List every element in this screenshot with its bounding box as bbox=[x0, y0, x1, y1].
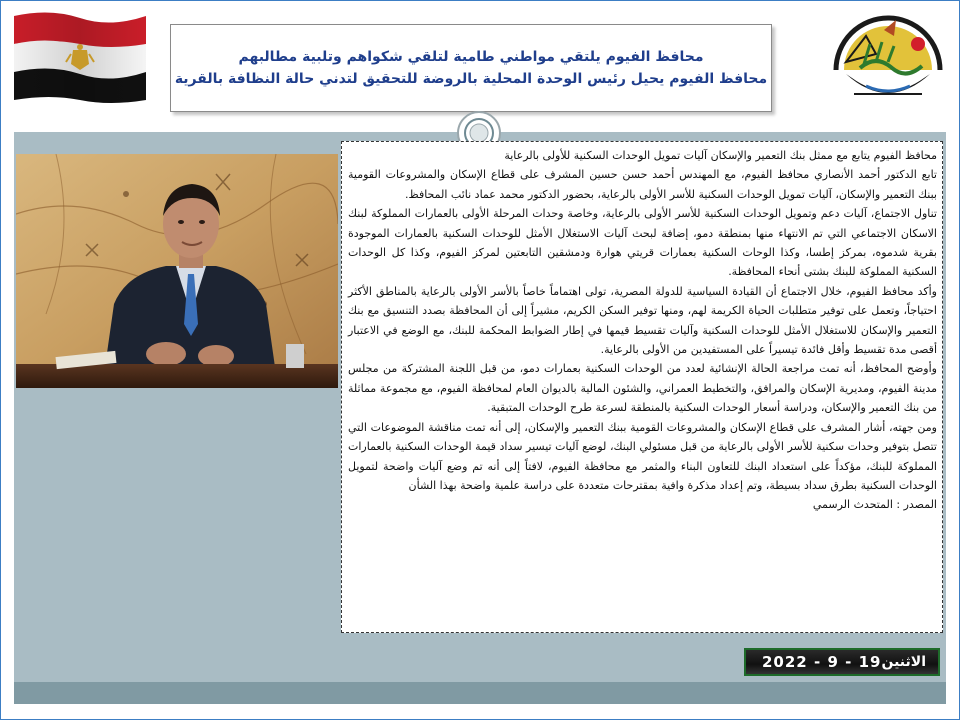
date-value: 2022 - 9 - 19 bbox=[762, 653, 882, 671]
date-year: 2022 bbox=[762, 653, 808, 671]
article-lead: محافظ الفيوم يتابع مع ممثل بنك التعمير والإسكان آليات تمويل الوحدات السكنية للأولى بالرعاية bbox=[504, 149, 937, 162]
article-paragraph: وأوضح المحافظ، أنه تمت مراجعة الحالة الإنشائية لعدد من الوحدات السكنية بعمارات دمو، من قبل اللجنة المشتركة من مجلس مدينة الفيوم، ومديرية الإسكان والمرافق، والتخطيط العمراني، والشئون المالية بالديوان العام لمحافظة الفيوم، مع مجموعة مماثلة من بنك التعمير والإسكان، ودراسة أسعار الوحدات السكنية بالمنطقة لسرعة طرح الوحدات المتبقية. bbox=[348, 362, 937, 415]
article-paragraph: تناول الاجتماع، آليات دعم وتمويل الوحدات السكنية للأسر الأولى بالرعاية، وخاصة وحدات المرحلة الأولى بالعمارات المملوكة لبنك الاسكان الاجتماعي التي تم الانتهاء منها بمنطقة دمو، إضافة لبحث آليات الاستغلال الأمثل للوحدات السكنية بالعمارات الموجودة بقرية شدموه، بمركز إطسا، وكذا الوحات السكنية بعمارات قريتي هوارة ودمشقين التابعتين لمركز الفيوم، وكذا كل الوحدات السكنية المملوكة للبنك بشتى أنحاء المحافظة. bbox=[348, 207, 937, 279]
article-paragraph: تابع الدكتور أحمد الأنصاري محافظ الفيوم، مع المهندس أحمد حسن حسين المشرف على قطاع الإسكان والمشروعات القومية ببنك التعمير والإسكان، آليات تمويل الوحدات السكنية للأسر الأولى بالرعاية، بحضور الدكتور محمد عماد نائب المحافظ. bbox=[348, 168, 937, 201]
date-day-name: الاثنين bbox=[881, 654, 926, 670]
date-month: 9 bbox=[827, 653, 839, 671]
content-panel-base bbox=[14, 682, 946, 704]
article-paragraph: ومن جهته، أشار المشرف على قطاع الإسكان والمشروعات القومية ببنك التعمير والإسكان، إلى أنه تمت مناقشة الموضوعات التي تتصل بتوفير وحدات سكنية للأسر الأولى بالرعاية من قبل مسئولي البنك، لوضع آليات تيسير سداد قيمة الوحدات السكنية بالعمارات المملوكة للبنك، مؤكداً على استعداد البنك للتعاون البناء والمثمر مع محافظة الفيوم، لافتاً إلى أنه تم وضع آليات واضحة لتمويل الوحدات السكنية بطرق سداد بسيطة، وتم إعداد مذكرة وافية بمقترحات متعددة على دراسة علمية واضحة بهذا الشأن bbox=[348, 420, 937, 492]
article-source: المصدر : المتحدث الرسمي bbox=[812, 498, 937, 512]
official-photo bbox=[16, 154, 338, 388]
headline-2: محافظ الفيوم يحيل رئيس الوحدة المحلية بالروضة للتحقيق لتدني حالة النظافة بالقرية bbox=[174, 71, 768, 87]
date-bar bbox=[744, 648, 940, 676]
headline-box bbox=[170, 24, 772, 112]
egypt-flag-icon bbox=[10, 10, 150, 105]
headline-1: محافظ الفيوم يلتقي مواطني طامية لتلقي شكواهم وتلبية مطالبهم bbox=[238, 49, 704, 65]
article-text bbox=[348, 146, 937, 515]
article-box bbox=[341, 141, 943, 633]
fayoum-governorate-logo bbox=[826, 14, 950, 114]
date-day: 19 bbox=[858, 653, 882, 671]
article-paragraph: وأكد محافظ الفيوم، خلال الاجتماع أن القيادة السياسية للدولة المصرية، تولى اهتماماً خاصاً بالأسر الأولى بالرعاية بالمناطق الأكثر احتياجاً، وتعمل على توفير متطلبات الحياة الكريمة لهم، ومنها توفير السكن الكريم، مشيراً إلى أن المحافظة بصدد التنسيق مع بنك التعمير والإسكان للاستغلال الأمثل للوحدات السكنية وآليات تقسيط قيمها في إطار الضوابط المحكمة للبنك، مع الوضع في الاعتبار أقصى مدة تقسيط وأقل فائدة تيسيراً على المستفيدين من الأولى بالرعاية. bbox=[348, 284, 937, 357]
